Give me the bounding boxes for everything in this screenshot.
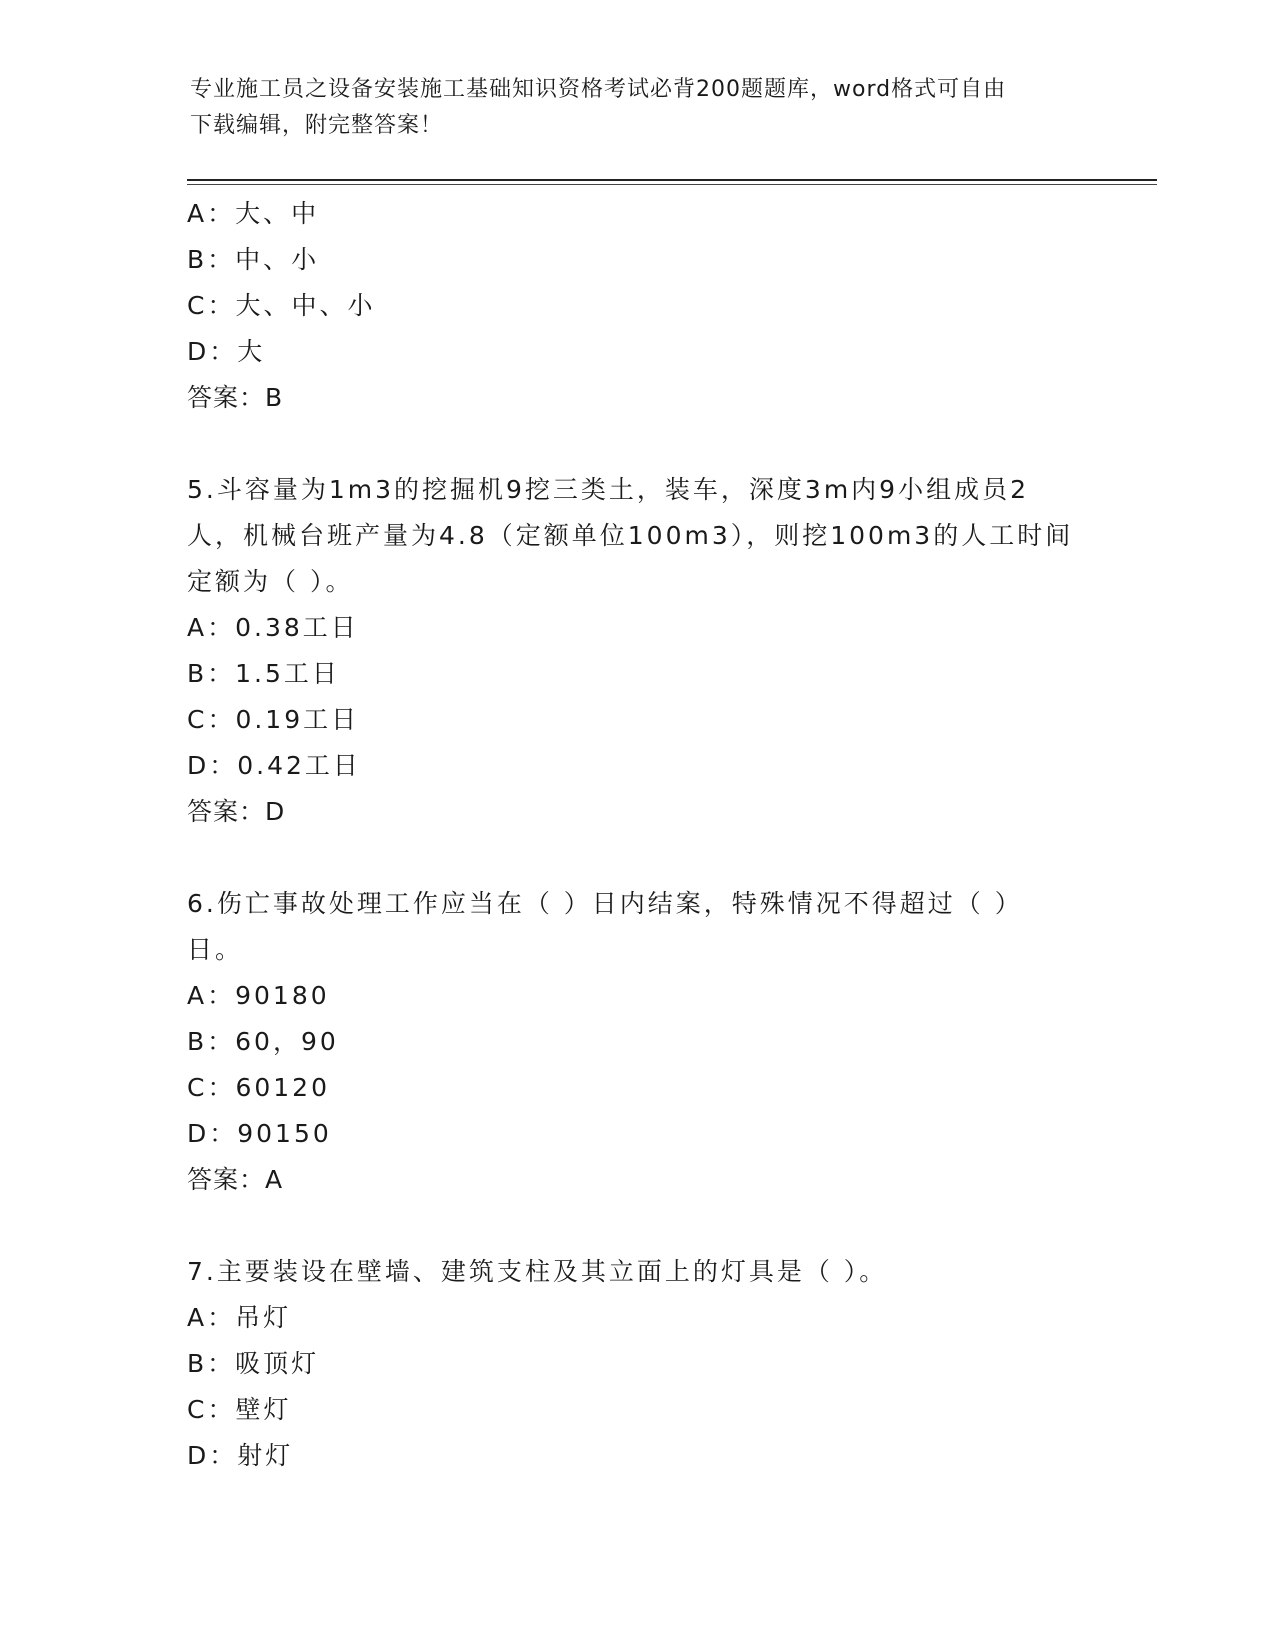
option-b: B：吸顶灯 bbox=[187, 1349, 320, 1378]
option-d: D：0.42工日 bbox=[187, 751, 361, 780]
option-a: A：90180 bbox=[187, 981, 330, 1010]
question-5 bbox=[187, 467, 1087, 835]
header-title-line-2: 下载编辑，附完整答案！ bbox=[190, 113, 444, 138]
option-d: D：90150 bbox=[187, 1119, 332, 1148]
option-c: C：60120 bbox=[187, 1073, 330, 1102]
option-c: C：大、中、小 bbox=[187, 291, 376, 320]
option-a: A：大、中 bbox=[187, 199, 320, 228]
question-list bbox=[187, 191, 1087, 1479]
option-c: C：0.19工日 bbox=[187, 705, 360, 734]
question-6 bbox=[187, 881, 1087, 1203]
header-title-line-1: 专业施工员之设备安装施工基础知识资格考试必背200题题库，word格式可自由 bbox=[190, 77, 1007, 102]
option-a: A：吊灯 bbox=[187, 1303, 292, 1332]
option-b: B：中、小 bbox=[187, 245, 320, 274]
option-c: C：壁灯 bbox=[187, 1395, 292, 1424]
option-b: B：60，90 bbox=[187, 1027, 339, 1056]
header-divider-thick bbox=[187, 179, 1157, 181]
question-stem-line: 5.斗容量为1m3的挖掘机9挖三类土，装车，深度3m内9小组成员2 bbox=[187, 475, 1029, 504]
header-divider-thin bbox=[187, 184, 1157, 185]
question-7 bbox=[187, 1249, 1087, 1479]
spacer bbox=[187, 1203, 1087, 1249]
question-4 bbox=[187, 191, 1087, 421]
spacer bbox=[187, 835, 1087, 881]
answer: 答案：A bbox=[187, 1165, 284, 1194]
answer: 答案：B bbox=[187, 383, 284, 412]
question-stem-line: 人，机械台班产量为4.8（定额单位100m3），则挖100m3的人工时间 bbox=[187, 521, 1074, 550]
document-header bbox=[190, 72, 1090, 144]
answer: 答案：D bbox=[187, 797, 286, 826]
question-stem-line: 定额为（ ）。 bbox=[187, 567, 354, 596]
spacer bbox=[187, 421, 1087, 467]
option-b: B：1.5工日 bbox=[187, 659, 340, 688]
question-stem-line: 7.主要装设在壁墙、建筑支柱及其立面上的灯具是（ ）。 bbox=[187, 1257, 888, 1286]
option-d: D：射灯 bbox=[187, 1441, 294, 1470]
option-d: D：大 bbox=[187, 337, 266, 366]
question-stem-line: 6.伤亡事故处理工作应当在（ ）日内结案，特殊情况不得超过（ ） bbox=[187, 889, 1023, 918]
question-stem-line: 日。 bbox=[187, 935, 244, 964]
option-a: A：0.38工日 bbox=[187, 613, 359, 642]
